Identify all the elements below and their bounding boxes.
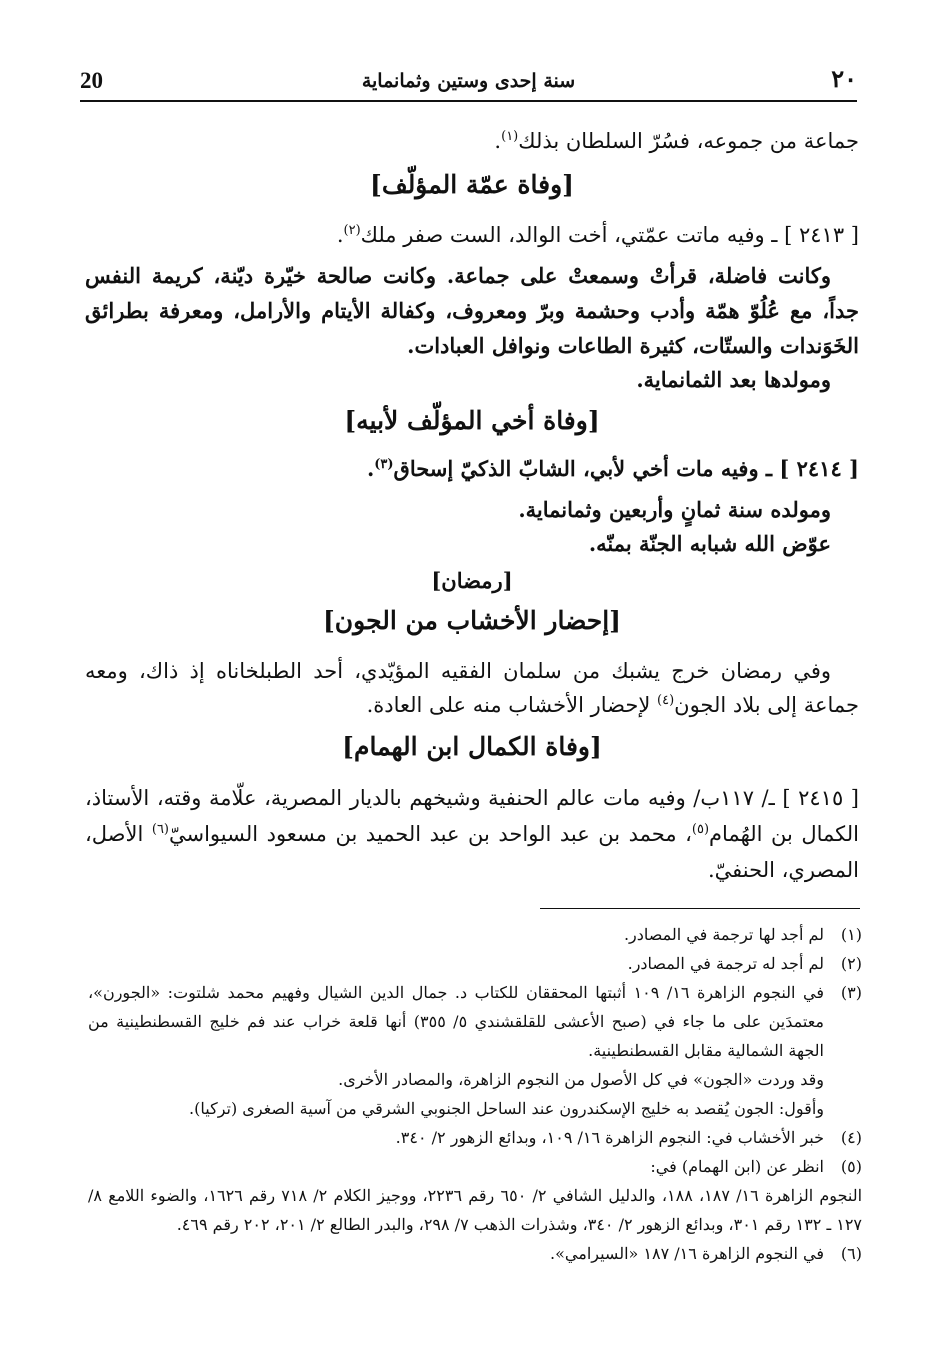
continuation-end: . — [494, 129, 502, 153]
paragraph-aunt-birth: ومولدها بعد الثمانماية. — [636, 367, 831, 392]
entry-2413 — [85, 218, 859, 252]
section-heading-aunt: [وفاة عمّة المؤلّف] — [369, 170, 574, 199]
paragraph-wood-text: وفي رمضان خرج يشبك من سلمان الفقيه المؤيّدي، أحد الطبلخاناه إذ ذاك، ومعه جماعة إلى بلاد الجون — [85, 659, 859, 717]
paragraph-wood — [85, 654, 859, 722]
page-number-latin: 20 — [80, 68, 103, 93]
page-number-arabic: ٢٠ — [831, 64, 857, 93]
entry-2413-text: [ ٢٤١٣ ] ـ وفيه ماتت عمّتي، أخت الوالد، الست صفر ملك — [360, 223, 859, 247]
footnote-5 — [88, 1152, 862, 1181]
entry-2414 — [85, 452, 859, 486]
paragraph-brother-birth: ومولده سنة ثمانٍ وأربعين وثمانماية. — [518, 497, 831, 522]
footnote-ref-6: (٦) — [151, 822, 169, 837]
entry-2415-text-b: ، محمد بن عبد الواحد بن عبد الحميد بن مسعود السيواسيّ — [169, 822, 692, 846]
footnote-ref-2: (٢) — [343, 223, 361, 238]
footnote-4 — [88, 1123, 862, 1152]
footnote-number: (٤) — [840, 1128, 862, 1147]
footnote-2 — [88, 949, 862, 978]
paragraph-aunt-biography: وكانت فاضلة، قرأتْ وسمعتْ على جماعة. وكانت صالحة خيّرة ديّنة، كريمة النفس جداً، مع عُلُوّ همّة وأدب وحشمة وبرّ ومعروف، وكفالة الأيتام والأرامل، ومعرفة بطرائق الخَوَندات والستّات، كثيرة الطاعات ونوافل العبادات. — [85, 263, 859, 358]
footnote-text: وأقول: الجون يُقصد به خليج الإسكندرون عند الساحل الجنوبي الشرقي من آسية الصغرى (تركيا). — [189, 1099, 824, 1118]
entry-2415-text-a: [ ٢٤١٥ ] ـ/ ١١٧ب/ وفيه مات عالم الحنفية وشيخهم بالديار المصرية، علّامة وقته، الأستاذ، الكمال بن الهُمام — [85, 786, 859, 846]
footnote-3 — [88, 978, 862, 1123]
footnote-text: وقد وردت «الجون» في كل الأصول من النجوم الزاهرة، والمصادر الأخرى. — [338, 1070, 824, 1089]
footnote-ref-5: (٥) — [691, 822, 710, 837]
footnote-text: في النجوم الزاهرة ١٦/ ١٠٩ أثبتها المحققان للكتاب د. جمال الدين الشيال وفهيم محمد شلتوت: «الجورن»، معتمدَين على ما جاء في (صبح الأعشى للقلقشندي ٥/ ٣٥٥) أنها قلعة خراب عند فم خليج القسطنطينية من الجهة الشمالية مقابل القسطنطينية. — [88, 983, 825, 1060]
entry-2415 — [85, 780, 859, 888]
entry-2415-text-c: الأصل، المصري، الحنفيّ. — [85, 822, 859, 882]
section-heading-brother: [وفاة أخي المؤلّف لأبيه] — [344, 406, 600, 435]
footnote-1 — [88, 920, 862, 949]
continuation-text: جماعة من جموعه، فسُرّ السلطان بذلك — [518, 129, 859, 153]
footnote-6 — [88, 1239, 862, 1268]
page-header — [80, 62, 857, 102]
entry-2414-end: . — [366, 456, 375, 481]
paragraph-wood-end: لإحضار الأخشاب منه على العادة. — [366, 693, 657, 717]
paragraph-brother-prayer: عوّض الله شبابه الجنّة بمنّه. — [588, 531, 831, 556]
footnote-text: لم أجد له ترجمة في المصادر. — [627, 954, 824, 973]
entry-2413-end: . — [336, 223, 344, 247]
section-heading-wood: [إحضار الأخشاب من الجون] — [322, 606, 622, 635]
footnote-number: (٣) — [840, 983, 862, 1002]
footnote-text: في النجوم الزاهرة ١٦/ ١٨٧ «السيرامي». — [550, 1244, 824, 1263]
footnote-5-sources: النجوم الزاهرة ١٦/ ١٨٧، ١٨٨، والدليل الشافي ٢/ ٦٥٠ رقم ٢٢٣٦، ووجيز الكلام ٢/ ٧١٨ رقم ١٦٢٦، والضوء اللامع ٨/ ١٢٧ ـ ١٣٢ رقم ٣٠١، وبدائع الزهور ٢/ ٣٤٠، وشذرات الذهب ٧/ ٢٩٨، والبدر الطالع ٢/ ٢٠١، ٢٠٢ رقم ٤٦٩. — [88, 1186, 863, 1234]
entry-2414-text: [ ٢٤١٤ ] ـ وفيه مات أخي لأبي، الشابّ الذكيّ إسحاق — [393, 456, 859, 481]
footnote-ref-1: (١) — [501, 129, 519, 144]
section-heading-kamal: [وفاة الكمال ابن الهمام] — [342, 732, 602, 761]
footnote-number: (١) — [840, 925, 862, 944]
footnote-number: (٥) — [840, 1157, 862, 1176]
continuation-line — [85, 124, 859, 158]
footnote-text: انظر عن (ابن الهمام) في: — [650, 1157, 824, 1176]
footnote-ref-3: (٣) — [374, 457, 394, 472]
footnote-ref-4: (٤) — [657, 693, 675, 708]
footnote-number: (٦) — [840, 1244, 862, 1263]
month-heading-ramadan: [رمضان] — [431, 568, 513, 593]
running-title: سنة إحدى وستين وثمانماية — [361, 70, 576, 92]
footnote-text: لم أجد لها ترجمة في المصادر. — [623, 925, 824, 944]
footnote-text: خبر الأخشاب في: النجوم الزاهرة ١٦/ ١٠٩، وبدائع الزهور ٢/ ٣٤٠. — [395, 1128, 824, 1147]
header-rule — [80, 100, 857, 102]
footnote-rule — [540, 908, 860, 909]
footnotes — [88, 920, 862, 1268]
footnote-number: (٢) — [840, 954, 862, 973]
